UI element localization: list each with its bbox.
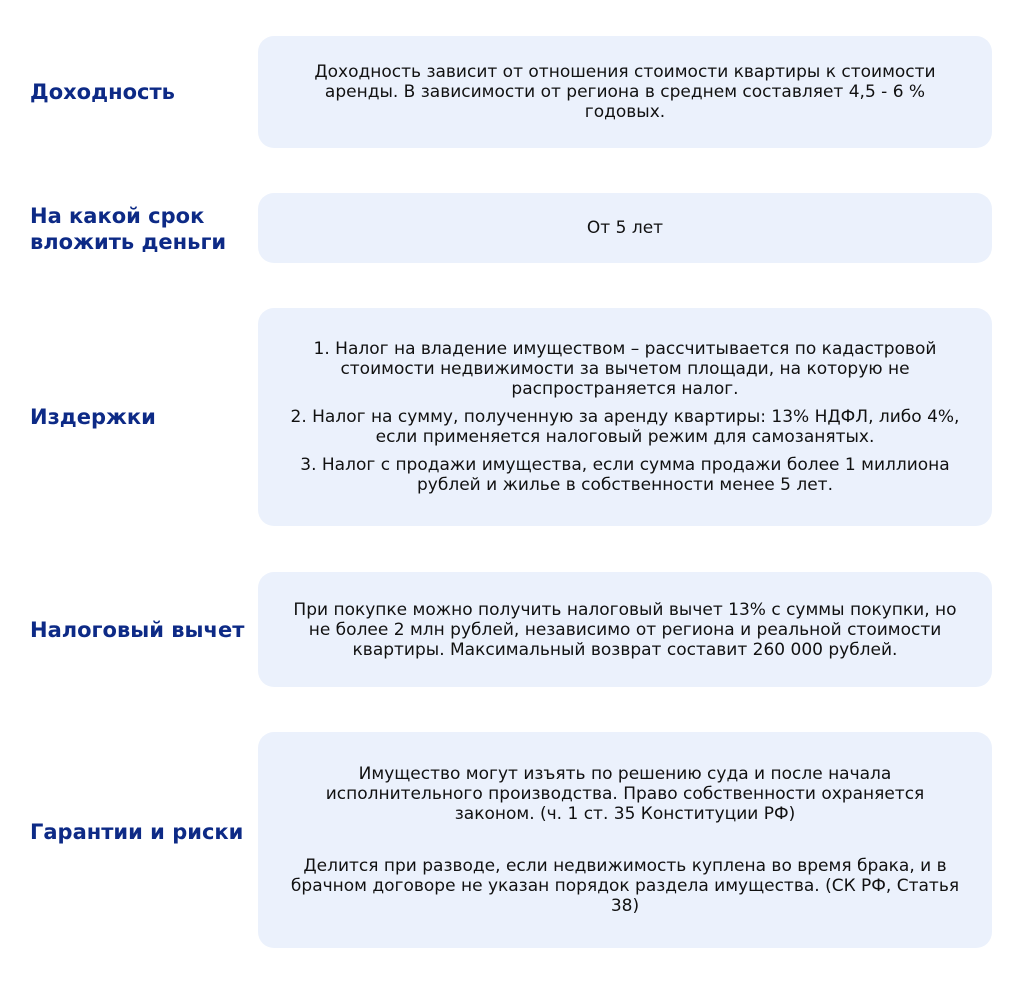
info-text: 3. Налог с продажи имущества, если сумма продажи более 1 миллиона рублей и жилье в собственности менее 5 лет. — [300, 455, 950, 495]
row-label-yield: Доходность — [30, 80, 175, 104]
row-label-costs: Издержки — [30, 405, 156, 429]
info-box-term — [258, 193, 992, 263]
info-text: Имущество могут изъять по решению суда и после начала исполнительного производства. Право собственности охраняется законом. (ч. 1 ст. 35 Конституции РФ) — [325, 764, 925, 824]
info-box-yield — [258, 36, 992, 148]
info-text: Делится при разводе, если недвижимость куплена во время брака, и в брачном договоре не указан порядок раздела имущества. (СК РФ, Статья 38) — [290, 856, 960, 916]
info-text: 2. Налог на сумму, полученную за аренду квартиры: 13% НДФЛ, либо 4%, если применяется налоговый режим для самозанятых. — [290, 407, 960, 447]
row-label-term: На какой срок вложить деньги — [30, 204, 227, 254]
info-text: При покупке можно получить налоговый вычет 13% с суммы покупки, но не более 2 млн рублей, независимо от региона и реальной стоимости квартиры. Максимальный возврат составит 260 000 рублей. — [293, 599, 957, 660]
info-text: 1. Налог на владение имуществом – рассчитывается по кадастровой стоимости недвижимости за вычетом площади, на которую не распространяется налог. — [313, 339, 937, 399]
info-text: Доходность зависит от отношения стоимости квартиры к стоимости аренды. В зависимости от региона в среднем составляет 4,5 - 6 % годовых. — [314, 62, 936, 122]
info-box-costs — [258, 308, 992, 526]
info-box-guarantees — [258, 732, 992, 948]
row-label-tax-deduction: Налоговый вычет — [30, 618, 245, 642]
info-text: От 5 лет — [586, 218, 664, 238]
row-label-guarantees: Гарантии и риски — [30, 820, 244, 844]
info-box-tax-deduction — [258, 572, 992, 687]
